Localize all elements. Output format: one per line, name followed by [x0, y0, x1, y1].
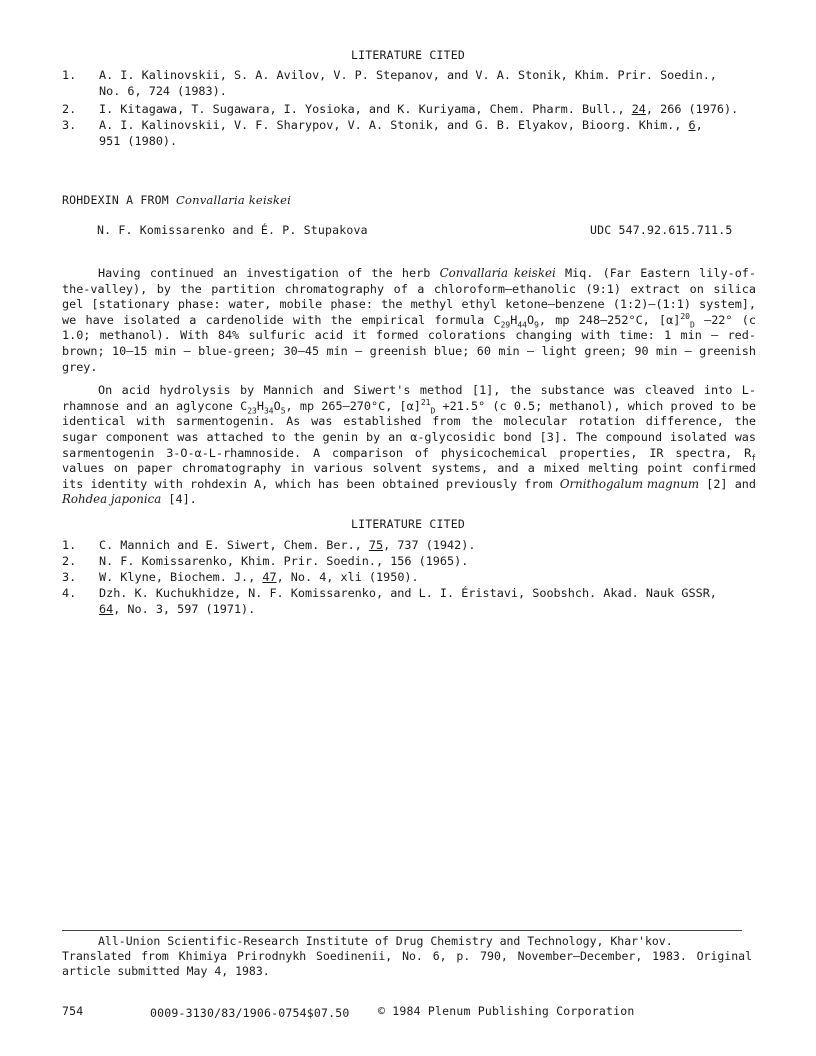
title-prefix: ROHDEXIN A FROM: [62, 193, 176, 207]
reference-text: I. Kitagawa, T. Sugawara, I. Yosioka, and K. Kuriyama, Chem. Pharm. Bull.,: [99, 102, 632, 116]
reference-item: [62, 570, 762, 586]
copyright-notice: © 1984 Plenum Publishing Corporation: [378, 1004, 635, 1018]
reference-text: N. F. Komissarenko, Khim. Prir. Soedin., 156 (1965).: [99, 554, 469, 568]
reference-text: W. Klyne, Biochem. J.,: [99, 570, 263, 584]
reference-text: , 266 (1976).: [645, 102, 739, 116]
article-body: [62, 266, 756, 508]
reference-text: ,: [695, 118, 703, 132]
title-species: Convallaria keiskei: [175, 193, 291, 207]
volume-number: 75: [368, 538, 384, 552]
literature-cited-heading: LITERATURE CITED: [351, 48, 465, 62]
volume-number: 64: [99, 601, 114, 616]
page-number: 754: [62, 1004, 84, 1018]
volume-number: 47: [262, 570, 277, 584]
footnote-affiliation: All-Union Scientific-Research Institute of Drug Chemistry and Technology, Khar'kov.: [98, 934, 673, 948]
species-name: Ornithogalum magnum: [559, 476, 700, 491]
reference-item: [62, 538, 762, 554]
reference-number: 2.: [62, 102, 77, 116]
reference-number: 1.: [62, 538, 77, 552]
article-authors: N. F. Komissarenko and É. P. Stupakova: [97, 223, 368, 237]
udc-code: UDC 547.92.615.711.5: [590, 223, 733, 237]
reference-text: , No. 3, 597 (1971).: [113, 601, 256, 616]
paragraph: On acid hydrolysis by Mannich and Siwert's method [1], the substance was cleaved into L-rhamnose and an aglycone $C_{23}H_{34}O_5$, mp 265–270°C, $[\alpha]^{21}_D +21.5^\circ$ (c 0.5; methanol), which proved to be identical with sarmentogenin. As was established from the molecular rotation difference, the sugar component was attached to the genin by an α-glycosidic bond [3]. The compound isolated was sarmentogenin 3-O-α-L-rhamnoside. A comparison of physicochemical properties, IR spectra, $R_f$ values on paper chromatography in various solvent systems, and a mixed melting point confirmed its identity with rohdexin A, which has been obtained previously from Ornithogalum magnum [2] and Rohdea japonica [4].: [62, 383, 756, 507]
reference-text: Dzh. K. Kuchukhidze, N. F. Komissarenko, and L. I. Éristavi, Soobshch. Akad. Nauk GSSR,: [99, 586, 717, 600]
reference-number: 3.: [62, 570, 77, 584]
species-name: Rohdea japonica: [62, 492, 162, 507]
reference-item: [62, 102, 762, 118]
footnote-translation-note: Translated from Khimiya Prirodnykh Soedinenii, No. 6, p. 790, November–December, 1983. Original article submitted May 4, 1983.: [62, 949, 752, 979]
reference-number: 3.: [62, 118, 77, 132]
reference-item: [62, 554, 762, 570]
volume-number: 6: [688, 118, 696, 132]
volume-number: 24: [631, 102, 646, 116]
reference-number: 4.: [62, 586, 77, 600]
reference-text: , No. 4, xli (1950).: [276, 570, 419, 584]
article-title: [62, 193, 291, 207]
reference-text: C. Mannich and E. Siwert, Chem. Ber.,: [99, 538, 369, 552]
literature-cited-heading: LITERATURE CITED: [351, 517, 465, 531]
reference-text: No. 6, 724 (1983).: [99, 83, 227, 98]
reference-text: 951 (1980).: [99, 133, 178, 148]
reference-text: A. I. Kalinovskii, V. F. Sharypov, V. A. Stonik, and G. B. Elyakov, Bioorg. Khim.,: [99, 118, 689, 132]
paragraph: Having continued an investigation of the herb Convallaria keiskei Miq. (Far Eastern lily-of-the-valley), by the partition chromatography of a chloroform–ethanolic (9:1) extract on silica gel [stationary phase: water, mobile phase: the methyl ethyl ketone–benzene (1:2)–(1:1) system], we have isolated a cardenolide with the empirical formula $C_{29}H_{44}O_9$, mp 248–252°C, $[\alpha]^{20}_D$ –22° (c 1.0; methanol). With 84% sulfuric acid it formed colorations changing with time: 1 min – red-brown; 10–15 min – blue-green; 30–45 min – greenish blue; 60 min – light green; 90 min – greenish grey.: [62, 266, 756, 374]
reference-text: , 737 (1942).: [383, 538, 476, 552]
reference-text: A. I. Kalinovskii, S. A. Avilov, V. P. Stepanov, and V. A. Stonik, Khim. Prir. Soedin.,: [99, 68, 717, 82]
footnote: [62, 934, 752, 980]
species-name: Convallaria keiskei: [439, 266, 556, 280]
reference-item: [62, 586, 762, 618]
reference-item: [62, 68, 762, 100]
reference-number: 2.: [62, 554, 77, 568]
reference-item: [62, 118, 762, 150]
article-code: 0009-3130/83/1906-0754$07.50: [150, 1006, 350, 1020]
footnote-rule: [62, 930, 742, 931]
reference-number: 1.: [62, 68, 77, 82]
